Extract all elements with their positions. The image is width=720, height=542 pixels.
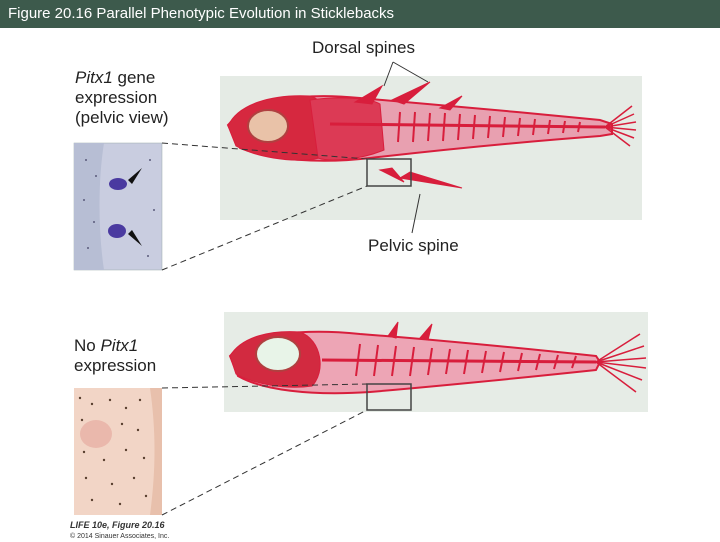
no-expression-label: expression <box>74 356 157 375</box>
pitx1-italic: Pitx1 <box>75 68 113 87</box>
expression-label: expression <box>75 88 158 107</box>
no-pitx1-expression-inset <box>74 388 162 515</box>
slide-title: Figure 20.16 Parallel Phenotypic Evolution in Sticklebacks <box>8 5 395 22</box>
pitx1-stain-lower <box>108 224 126 238</box>
no-pitx1-italic: Pitx1 <box>100 336 139 355</box>
pitx1-stain-upper <box>109 178 127 190</box>
gene-word: gene <box>112 68 156 87</box>
credit-line-2: © 2014 Sinauer Associates, Inc. <box>70 533 170 540</box>
dorsal-spines-label: Dorsal spines <box>312 38 415 57</box>
no-pitx1-label <box>74 336 138 356</box>
pitx1-expression-inset <box>74 143 162 270</box>
pelvic-view-label: (pelvic view) <box>75 108 169 127</box>
no-word: No <box>74 336 101 355</box>
pitx1-gene-label <box>75 68 155 88</box>
credit-line-1: LIFE 10e, Figure 20.16 <box>70 520 165 530</box>
pelvic-spine-label: Pelvic spine <box>368 236 459 255</box>
figure-credit <box>70 520 169 542</box>
